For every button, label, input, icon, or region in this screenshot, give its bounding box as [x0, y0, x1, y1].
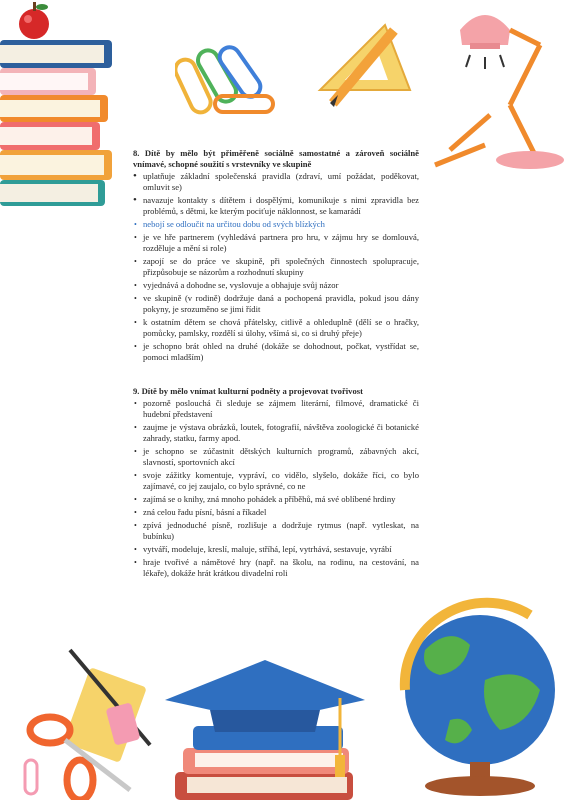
paperclips-illustration	[175, 40, 285, 120]
list-item: • ve skupině (v rodině) dodržuje daná a pochopená pravidla, pokud jsou dány pokyny, je srozuměno se jimi řídit	[133, 293, 419, 315]
list-item-highlighted: • nebojí se odloučit na určitou dobu od svých blízkých	[133, 219, 419, 230]
list-item: • je schopno se zúčastnit dětských kulturních programů, zábavných akcí, slavností, sportovních akcí	[133, 446, 419, 468]
desk-lamp-illustration	[430, 5, 566, 175]
list-item: • k ostatním dětem se chová přátelsky, citlivě a ohleduplně (dělí se o hračky, pomůcky, pamlsky, rozdělí si úlohy, všímá si, co si druhý přeje)	[133, 317, 419, 339]
section-8-list	[133, 171, 419, 363]
ruler-pencil-illustration	[310, 15, 425, 110]
books-apple-illustration	[0, 0, 125, 215]
section-9-list	[133, 398, 419, 579]
list-item: • zná celou řadu písní, básní a říkadel	[133, 507, 419, 518]
scissors-pencil-illustration	[20, 640, 165, 800]
graduation-cap-books-illustration	[165, 660, 365, 800]
list-item: • vyjednává a dohodne se, vyslovuje a obhajuje svůj názor	[133, 280, 419, 291]
section-9-heading: 9. Dítě by mělo vnímat kulturní podněty a projevovat tvořivost	[133, 386, 363, 396]
list-item: • zpívá jednoduché písně, rozlišuje a dodržuje rytmus (např. vytleskat, na bubínku)	[133, 520, 419, 542]
list-item: • pozorně poslouchá či sleduje se zájmem literární, filmové, dramatické či hudební představení	[133, 398, 419, 420]
document-body	[133, 148, 419, 581]
globe-illustration	[380, 590, 566, 800]
list-item: • zaujme je výstava obrázků, loutek, fotografií, návštěva zoologické či botanické zahrady, statku, farmy apod.	[133, 422, 419, 444]
list-item: • je schopno brát ohled na druhé (dokáže se dohodnout, počkat, vystřídat se, pomoci mladším)	[133, 341, 419, 363]
list-item: • navazuje kontakty s dítětem i dospělými, komunikuje s nimi zpravidla bez problémů, s dětmi, ke kterým pociťuje náklonnost, se kamarádí	[133, 195, 419, 217]
section-8	[133, 148, 419, 363]
list-item: • zajímá se o knihy, zná mnoho pohádek a příběhů, má své oblíbené hrdiny	[133, 494, 419, 505]
list-item: • vytváří, modeluje, kreslí, maluje, stříhá, lepí, vytrhává, sestavuje, vyrábí	[133, 544, 419, 555]
section-8-heading: 8. Dítě by mělo být přiměřeně sociálně samostatné a zároveň sociálně vnímavé, schopné soužití s vrstevníky ve skupině	[133, 148, 419, 169]
list-item: • zapojí se do práce ve skupině, při společných činnostech spolupracuje, přizpůsobuje se názorům a rozhodnutí skupiny	[133, 256, 419, 278]
list-item: • hraje tvořivé a námětové hry (např. na školu, na rodinu, na cestování, na lékaře), dokáže hrát krátkou divadelní roli	[133, 557, 419, 579]
section-9	[133, 386, 419, 579]
list-item: • uplatňuje základní společenská pravidla (zdraví, umí požádat, poděkovat, omluvit se)	[133, 171, 419, 193]
list-item: • svoje zážitky komentuje, vypráví, co vidělo, slyšelo, dokáže říci, co bylo zajímavé, co jej zaujalo, co bylo správné, co ne	[133, 470, 419, 492]
list-item: • je ve hře partnerem (vyhledává partnera pro hru, v zájmu hry se domlouvá, rozděluje a mění si role)	[133, 232, 419, 254]
